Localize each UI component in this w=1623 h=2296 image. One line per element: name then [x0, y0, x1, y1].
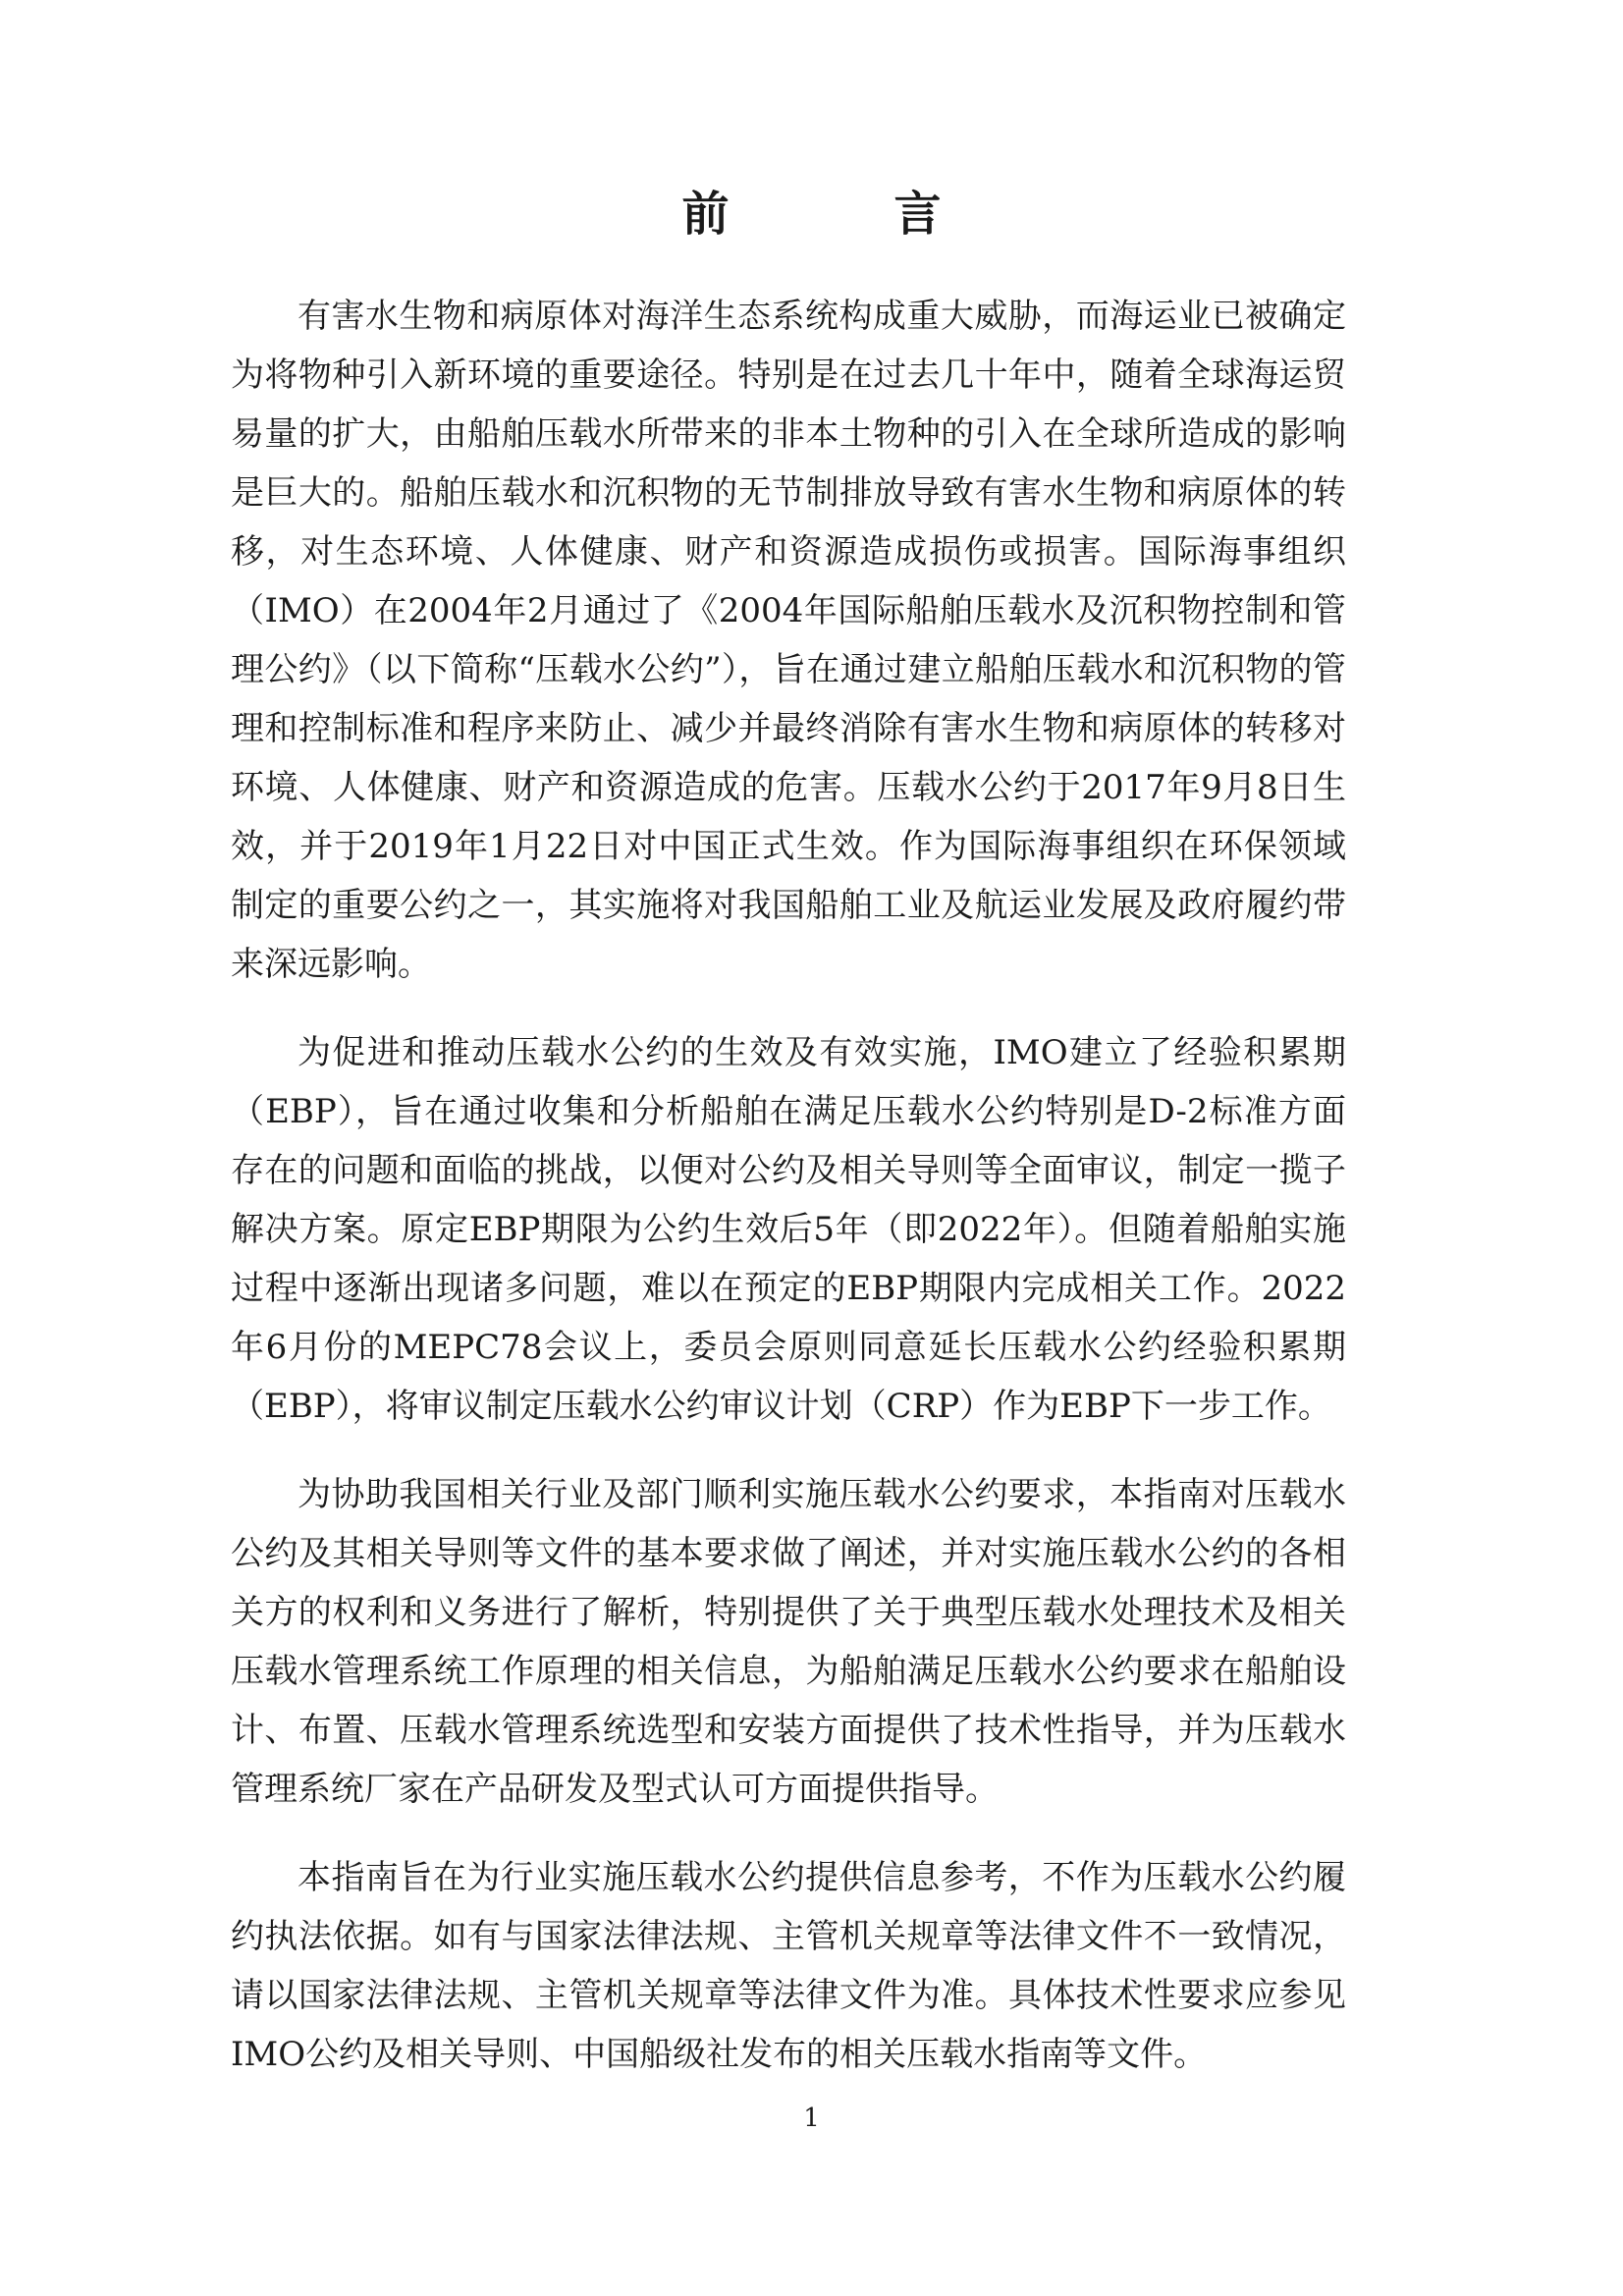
page-number: 1 [803, 2104, 820, 2133]
paragraph-4: 本指南旨在为行业实施压载水公约提供信息参考，不作为压载水公约履约执法依据。如有与国家法律法规、主管机关规章等法律文件不一致情况，请以国家法律法规、主管机关规章等法律文件为准。具体技术性要求应参见IMO公约及相关导则、中国船级社发布的相关压载水指南等文件。 [231, 1858, 1346, 2074]
paragraph-2: 为促进和推动压载水公约的生效及有效实施，IMO建立了经验积累期（EBP），旨在通过收集和分析船舶在满足压载水公约特别是D-2标准方面存在的问题和面临的挑战，以便对公约及相关导则等全面审议，制定一揽子解决方案。原定EBP期限为公约生效后5年（即2022年）。但随着船舶实施过程中逐渐出现诸多问题，难以在预定的EBP期限内完成相关工作。2022年6月份的MEPC78会议上，委员会原则同意延长压载水公约经验积累期（EBP），将审议制定压载水公约审议计划（CRP）作为EBP下一步工作。 [231, 1033, 1346, 1426]
page-title: 前 言 [681, 187, 1001, 242]
paragraph-1: 有害水生物和病原体对海洋生态系统构成重大威胁，而海运业已被确定为将物种引入新环境的重要途径。特别是在过去几十年中，随着全球海运贸易量的扩大，由船舶压载水所带来的非本土物种的引入在全球所造成的影响是巨大的。船舶压载水和沉积物的无节制排放导致有害水生物和病原体的转移，对生态环境、人体健康、财产和资源造成损伤或损害。国际海事组织（IMO）在2004年2月通过了《2004年国际船舶压载水及沉积物控制和管理公约》（以下简称“压载水公约”），旨在通过建立船舶压载水和沉积物的管理和控制标准和程序来防止、减少并最终消除有害水生物和病原体的转移对环境、人体健康、财产和资源造成的危害。压载水公约于2017年9月8日生效，并于2019年1月22日对中国正式生效。作为国际海事组织在环保领域制定的重要公约之一，其实施将对我国船舶工业及航运业发展及政府履约带来深远影响。 [231, 297, 1346, 984]
paragraph-3: 为协助我国相关行业及部门顺利实施压载水公约要求，本指南对压载水公约及其相关导则等文件的基本要求做了阐述，并对实施压载水公约的各相关方的权利和义务进行了解析，特别提供了关于典型压载水处理技术及相关压载水管理系统工作原理的相关信息，为船舶满足压载水公约要求在船舶设计、布置、压载水管理系统选型和安装方面提供了技术性指导，并为压载水管理系统厂家在产品研发及型式认可方面提供指导。 [231, 1475, 1346, 1809]
body-text [231, 287, 1346, 2113]
